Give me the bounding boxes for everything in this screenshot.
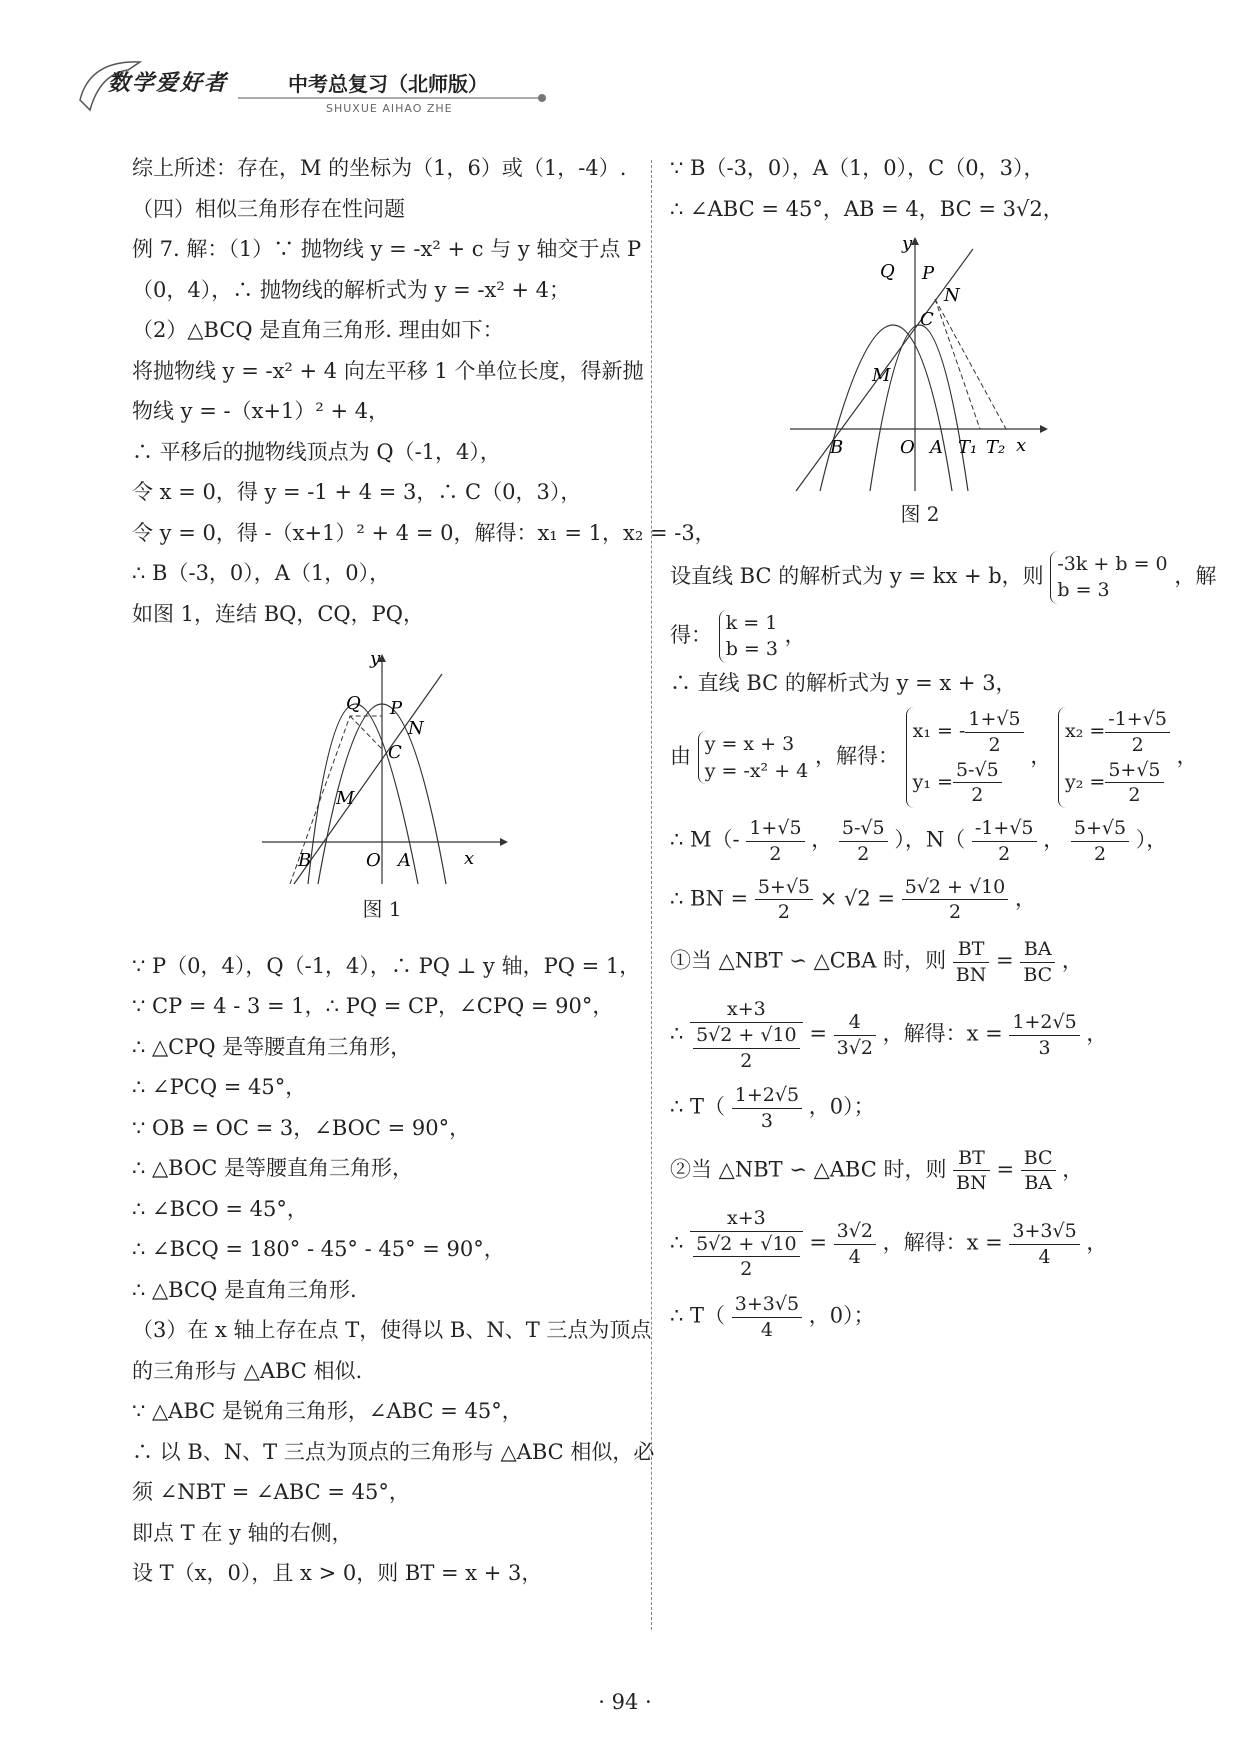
comma: ， <box>1062 1157 1084 1182</box>
svg-text:P: P <box>390 698 403 719</box>
numerator: 4 <box>834 1010 876 1036</box>
svg-text:Q: Q <box>880 261 895 282</box>
text-segment: × √2 = <box>819 886 896 911</box>
kb-solution <box>670 610 1170 663</box>
fraction <box>693 1023 800 1073</box>
solution-row <box>1065 707 1170 757</box>
text-line: 如图 1，连结 BQ，CQ，PQ， <box>132 601 424 626</box>
fraction <box>732 1083 802 1133</box>
text-line: 的三角形与 △ABC 相似. <box>132 1358 363 1383</box>
figure-1-graph <box>132 634 612 889</box>
numerator: 5+√5 <box>1071 816 1129 842</box>
complex-fraction <box>690 997 803 1073</box>
text-segment: ∴ <box>670 1021 684 1046</box>
fraction <box>965 707 1023 757</box>
svg-text:O: O <box>366 850 381 871</box>
case-1-equation <box>670 997 1170 1073</box>
equals: = <box>996 948 1014 973</box>
svg-text:B: B <box>830 437 844 458</box>
y2-label: y₂ = <box>1065 770 1106 793</box>
numerator: -1+√5 <box>1105 707 1170 733</box>
fraction <box>839 816 888 866</box>
text-line: ∵ CP = 4 - 3 = 1，∴ PQ = CP，∠CPQ = 90°， <box>132 994 614 1018</box>
left-column <box>132 148 716 1594</box>
comma: ， <box>1043 827 1065 852</box>
text-segment: ②当 △NBT ∽ △ABC 时，则 <box>670 1157 947 1182</box>
fraction <box>953 758 1002 808</box>
text-segment: ∴ M（- <box>670 827 740 852</box>
comma: ， <box>1176 744 1198 769</box>
text-line: 物线 y = -（x+1）² + 4， <box>132 399 390 423</box>
denominator: 2 <box>777 901 790 924</box>
text-line: ∴ ∠BCQ = 180° - 45° - 45° = 90°， <box>132 1237 505 1261</box>
intersection-system <box>670 707 1198 808</box>
solution-system-1 <box>906 707 1024 808</box>
numerator: BT <box>953 1146 990 1172</box>
text-line: ∴ ∠BCO = 45°， <box>132 1196 308 1221</box>
denominator: 2 <box>740 1258 753 1281</box>
book-title: 中考总复习（北师版） <box>288 72 488 96</box>
text-line: ∴ ∠ABC = 45°，AB = 4，BC = 3√2， <box>670 196 1064 221</box>
text-line: 将抛物线 y = -x² + 4 向左平移 1 个单位长度，得新抛 <box>132 358 644 383</box>
numerator: 1+√5 <box>965 707 1023 733</box>
system-eq: -3k + b = 0 <box>1057 552 1168 575</box>
denominator: 4 <box>760 1318 773 1341</box>
column-divider <box>651 160 652 1630</box>
numerator: x+3 <box>690 997 803 1023</box>
equals: = <box>809 1230 827 1255</box>
denominator: BN <box>955 963 987 986</box>
numerator: 5√2 + √10 <box>902 875 1009 901</box>
text-line: ∴ △BOC 是等腰直角三角形， <box>132 1156 413 1180</box>
fraction <box>746 816 804 866</box>
fraction <box>1020 937 1055 987</box>
svg-text:y: y <box>370 648 381 669</box>
text-line: 须 ∠NBT = ∠ABC = 45°， <box>132 1480 410 1504</box>
book-subtitle: SHUXUE AIHAO ZHE <box>326 102 453 115</box>
svg-text:N: N <box>944 285 960 306</box>
text-segment: ，0）； <box>808 1303 875 1328</box>
text-segment: ①当 △NBT ∽ △CBA 时，则 <box>670 948 947 973</box>
numerator: 3+3√5 <box>1009 1219 1079 1245</box>
denominator: 3√2 <box>836 1036 873 1059</box>
text-segment: ，解得： <box>814 744 899 769</box>
denominator: BA <box>1024 1172 1052 1195</box>
comma: ， <box>1061 948 1083 973</box>
text-line: 令 x = 0，得 y = -1 + 4 = 3，∴ C（0，3）， <box>132 480 582 504</box>
text-line: 例 7. 解：（1）∵ 抛物线 y = -x² + c 与 y 轴交于点 P <box>132 237 642 261</box>
svg-text:T₁: T₁ <box>958 437 978 458</box>
numerator: 1+2√5 <box>732 1083 802 1109</box>
denominator: 2 <box>971 784 984 807</box>
denominator: 2 <box>998 842 1011 865</box>
denominator: 2 <box>988 734 1001 757</box>
svg-text:y: y <box>902 233 913 254</box>
right-column <box>670 148 1217 1343</box>
text-line: （0，4），∴ 抛物线的解析式为 y = -x² + 4； <box>132 277 571 302</box>
text-line: ∴ △BCQ 是直角三角形. <box>132 1277 357 1302</box>
text-line: ∴ 直线 BC 的解析式为 y = x + 3， <box>670 670 1017 695</box>
case-2-condition <box>670 1146 1170 1196</box>
equals: = <box>809 1021 827 1046</box>
fraction <box>972 816 1037 866</box>
text-segment: ∴ BN = <box>670 886 749 911</box>
numerator: 5-√5 <box>953 758 1002 784</box>
denominator: 3 <box>760 1110 773 1132</box>
fraction <box>693 1232 800 1282</box>
numerator: 5-√5 <box>839 816 888 842</box>
fraction <box>953 937 990 987</box>
denominator: 2 <box>769 842 782 865</box>
fraction <box>1105 707 1170 757</box>
equation-system <box>1050 551 1167 604</box>
numerator: -1+√5 <box>972 816 1037 842</box>
text-line: （四）相似三角形存在性问题 <box>132 196 405 221</box>
system-eq: b = 3 <box>725 638 778 661</box>
case-1-condition <box>670 937 1170 987</box>
text-line: （2）△BCQ 是直角三角形. 理由如下： <box>132 318 504 342</box>
text-segment: ，0）； <box>808 1095 875 1119</box>
text-line: 综上所述：存在，M 的坐标为（1，6）或（1，-4）. <box>132 156 627 180</box>
text-segment: ∴ T（ <box>670 1303 726 1328</box>
equation-system <box>698 731 809 784</box>
text-line: 设 T（x，0），且 x > 0，则 BT = x + 3， <box>132 1561 543 1585</box>
svg-text:A: A <box>930 437 943 458</box>
bc-line-system <box>670 551 1217 604</box>
figure-1 <box>132 634 632 930</box>
denominator: BN <box>956 1172 987 1195</box>
numerator: 5+√5 <box>755 875 813 901</box>
mn-coordinates <box>670 816 1170 866</box>
numerator: BT <box>953 937 990 963</box>
text-segment: ，解得：x = <box>882 1230 1003 1255</box>
svg-text:C: C <box>388 742 402 763</box>
numerator: 5+√5 <box>1105 758 1163 784</box>
text-line: 令 y = 0，得 -（x+1）² + 4 = 0，解得：x₁ = 1，x₂ = -3， <box>132 520 716 545</box>
numerator: 5√2 + √10 <box>693 1232 800 1258</box>
svg-text:Q: Q <box>346 693 361 714</box>
figure-2 <box>670 229 1170 535</box>
text-segment: ， <box>784 622 806 647</box>
solution-row <box>913 758 1024 808</box>
solution-row <box>1065 758 1170 808</box>
text-segment: 设直线 BC 的解析式为 y = kx + b，则 <box>670 563 1044 588</box>
solution-row <box>913 707 1024 757</box>
text-segment: 得： <box>670 622 712 647</box>
comma: ， <box>811 827 833 852</box>
numerator: 3+3√5 <box>732 1292 802 1318</box>
svg-text:B: B <box>298 850 312 871</box>
svg-text:P: P <box>922 263 935 284</box>
numerator: 5√2 + √10 <box>693 1023 800 1049</box>
figure-2-graph <box>670 229 1150 494</box>
svg-text:T₂: T₂ <box>986 437 1006 458</box>
figure-2-caption: 图 2 <box>900 502 940 526</box>
denominator: 2 <box>857 842 870 865</box>
fraction <box>1021 1146 1056 1196</box>
fraction <box>1009 1219 1079 1269</box>
figure-1-caption: 图 1 <box>362 897 402 921</box>
text-line: ∵ P（0，4），Q（-1，4），∴ PQ ⊥ y 轴，PQ = 1， <box>132 953 641 978</box>
denominator: BC <box>1023 963 1053 986</box>
text-line: ∴ △CPQ 是等腰直角三角形， <box>132 1034 412 1059</box>
fraction <box>1071 816 1129 866</box>
svg-text:N: N <box>408 718 424 739</box>
numerator: BC <box>1021 1146 1056 1172</box>
denominator: 2 <box>948 901 962 924</box>
system-eq: y = -x² + 4 <box>704 759 809 782</box>
text-line: ∵ B（-3，0），A（1，0），C（0，3）， <box>670 156 1045 180</box>
denominator: 2 <box>1128 784 1141 807</box>
numerator: 1+2√5 <box>1009 1010 1079 1036</box>
text-segment: ∴ T（ <box>670 1095 726 1119</box>
text-line: ∵ △ABC 是锐角三角形，∠ABC = 45°， <box>132 1399 523 1423</box>
text-segment: ）， <box>1135 827 1168 852</box>
fraction <box>834 1010 876 1060</box>
text-line: （3）在 x 轴上存在点 T，使得以 B、N、T 三点为顶点 <box>132 1318 652 1342</box>
svg-text:x: x <box>464 848 475 869</box>
text-line: ∴ 以 B、N、T 三点为顶点的三角形与 △ABC 相似，必 <box>132 1439 655 1464</box>
fraction <box>732 1292 802 1342</box>
page-header <box>70 40 590 120</box>
svg-text:A: A <box>398 850 411 871</box>
text-segment: ，解 <box>1174 563 1217 588</box>
fraction <box>902 875 1009 925</box>
text-line: 即点 T 在 y 轴的右侧， <box>132 1520 353 1545</box>
denominator: 2 <box>1093 842 1107 865</box>
denominator: 2 <box>1131 734 1144 757</box>
comma: ， <box>1014 886 1036 911</box>
comma: ， <box>1086 1230 1108 1255</box>
denominator: 2 <box>740 1049 753 1072</box>
denominator <box>690 1232 803 1282</box>
svg-text:M: M <box>872 365 891 386</box>
numerator: 3√2 <box>834 1219 876 1245</box>
case-1-point <box>670 1083 1170 1133</box>
fraction <box>953 1146 990 1196</box>
brand-title: 数学爱好者 <box>108 70 229 96</box>
numerator: 1+√5 <box>746 816 804 842</box>
bn-length <box>670 875 1170 925</box>
fraction <box>1105 758 1163 808</box>
comma: ， <box>1086 1021 1108 1046</box>
svg-text:x: x <box>1016 435 1027 456</box>
denominator: 3 <box>1038 1036 1051 1059</box>
text-segment: ，解得：x = <box>882 1021 1003 1046</box>
numerator: BA <box>1020 937 1055 963</box>
case-2-equation <box>670 1206 1170 1282</box>
complex-fraction <box>690 1206 803 1282</box>
system-eq: y = x + 3 <box>704 733 795 756</box>
x2-label: x₂ = <box>1065 720 1106 743</box>
equals: = <box>996 1157 1015 1182</box>
equation-system <box>719 610 778 663</box>
y1-label: y₁ = <box>912 770 953 793</box>
fraction <box>834 1219 876 1269</box>
fraction <box>755 875 813 925</box>
text-line: ∴ B（-3，0），A（1，0）， <box>132 561 391 585</box>
denominator: 4 <box>1038 1245 1051 1268</box>
text-segment: ），N（ <box>894 827 966 852</box>
denominator: 4 <box>848 1245 861 1268</box>
solution-system-2 <box>1058 707 1170 808</box>
text-line: ∴ 平移后的抛物线顶点为 Q（-1，4）， <box>132 439 501 464</box>
text-segment: 由 <box>670 744 691 769</box>
text-line: ∴ ∠PCQ = 45°， <box>132 1075 307 1099</box>
svg-text:O: O <box>900 437 915 458</box>
denominator <box>690 1023 803 1073</box>
system-eq: k = 1 <box>725 611 778 634</box>
fraction <box>1009 1010 1079 1060</box>
numerator: x+3 <box>690 1206 803 1232</box>
system-eq: b = 3 <box>1057 579 1110 602</box>
page-number: · 94 · <box>598 1690 652 1714</box>
comma: ， <box>1030 744 1052 769</box>
x1-label: x₁ = - <box>912 720 966 743</box>
svg-text:C: C <box>920 309 934 330</box>
case-2-point <box>670 1292 1170 1342</box>
text-line: ∵ OB = OC = 3，∠BOC = 90°， <box>132 1115 471 1140</box>
text-segment: ∴ <box>670 1230 684 1255</box>
svg-text:M: M <box>336 788 355 809</box>
